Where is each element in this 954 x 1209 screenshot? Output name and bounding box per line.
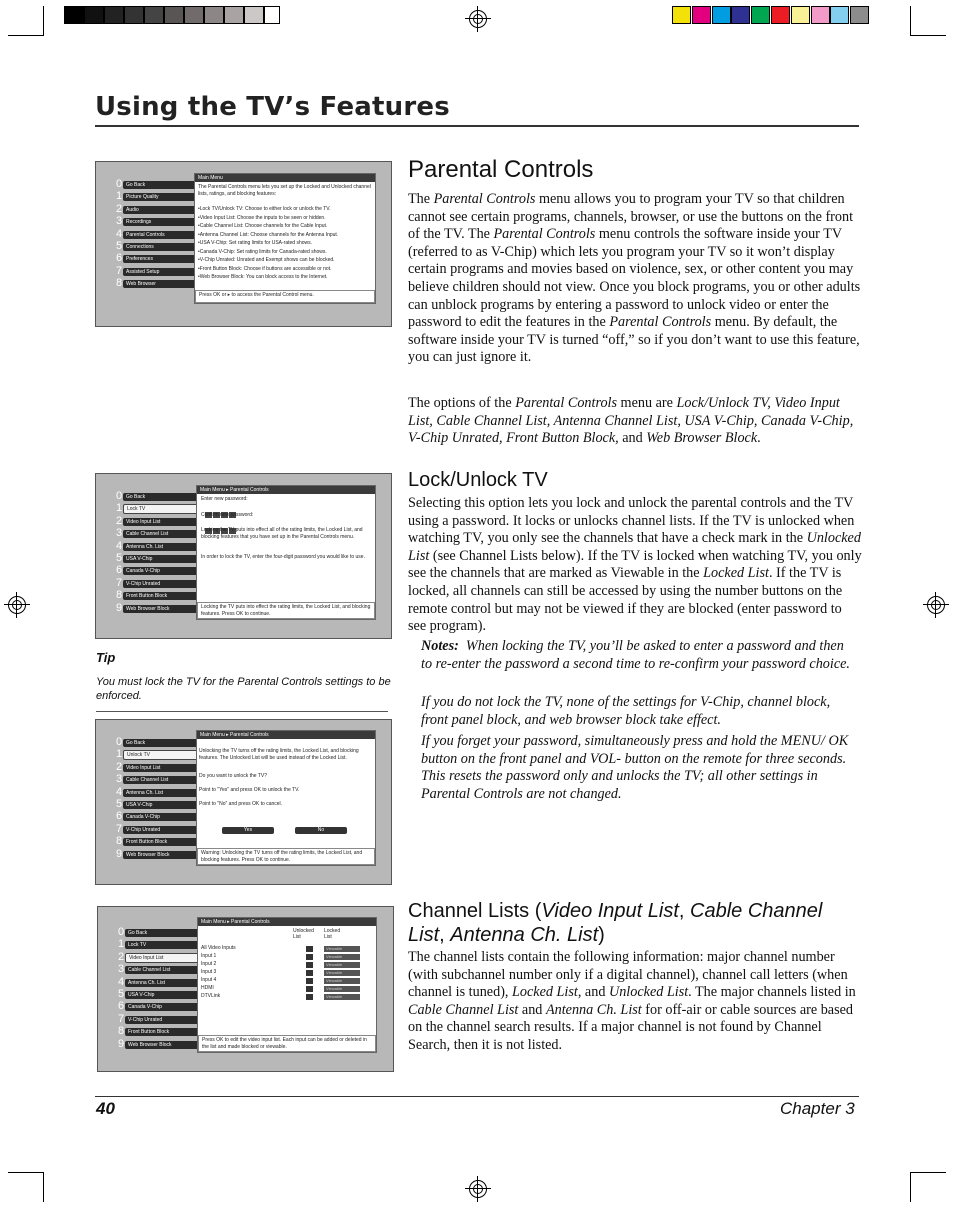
menu-item-label: Antenna Ch. List [123, 543, 202, 551]
lock-unlock-heading: Lock/Unlock TV [408, 469, 548, 491]
menu-list [114, 738, 202, 862]
menu-item-number: 6 [115, 564, 123, 577]
no-button[interactable]: No [295, 827, 347, 834]
menu-item-number: 5 [115, 551, 123, 564]
menu-item-number: 9 [115, 847, 123, 860]
menu-item[interactable] [116, 940, 204, 951]
menu-item-number: 4 [115, 785, 123, 798]
menu-item[interactable] [114, 539, 202, 553]
menu-item-label: Antenna Ch. List [123, 789, 202, 797]
panel-footer: Press OK or ▸ to access the Parental Control menu. [195, 290, 375, 303]
panel-bullets [198, 205, 376, 282]
menu-item-label: V-Chip Unrated [123, 826, 202, 834]
bullet-item: •Front Button Block: Choose if buttons are accessible or not. [198, 265, 332, 272]
menu-item[interactable] [114, 812, 202, 823]
input-row-label: All Video Inputs [201, 945, 236, 951]
menu-item-label: Go Back [123, 493, 202, 501]
column-unlocked-label: Unlocked List [293, 928, 314, 940]
menu-item[interactable] [114, 227, 202, 241]
menu-item-number: 3 [115, 527, 123, 540]
menu-item-number: 7 [117, 1012, 125, 1025]
menu-item-label: Video Input List [123, 518, 202, 526]
enter-password-label: Enter new password: [201, 496, 248, 502]
menu-item-number: 8 [115, 835, 123, 848]
bullet-item: •Web Browser Block: You can block access to the Internet. [198, 274, 328, 280]
menu-item[interactable] [114, 797, 202, 811]
menu-item-number: 6 [115, 252, 123, 265]
menu-item-label: Lock TV [123, 504, 202, 514]
menu-item[interactable] [116, 975, 204, 989]
unlocked-checkbox[interactable] [306, 954, 313, 960]
bullet-item: •Canada V-Chip: Set rating limits for Canada-rated shows. [198, 248, 327, 255]
menu-item-number: 7 [115, 576, 123, 589]
menu-item-label: Web Browser [123, 280, 202, 288]
input-row-label: Input 1 [201, 953, 217, 959]
menu-item-number: 5 [117, 987, 125, 1000]
menu-item-label: Video Input List [123, 764, 202, 772]
tip-label: Tip [96, 650, 116, 665]
panel-text-2: In order to lock the TV, enter the four-digit password you would like to use. [201, 554, 365, 560]
menu-item-number: 2 [115, 202, 123, 215]
menu-item[interactable] [116, 987, 204, 1001]
menu-item-number: 0 [115, 736, 123, 748]
menu-item-label: Antenna Ch. List [125, 979, 204, 987]
menu-item[interactable] [114, 529, 202, 540]
viewable-toggle[interactable]: Viewable [324, 970, 360, 976]
color-swatch [791, 6, 810, 24]
menu-item[interactable] [116, 1012, 204, 1026]
menu-item-number: 8 [117, 1025, 125, 1038]
unlocked-checkbox[interactable] [306, 946, 313, 952]
menu-item-number: 2 [117, 950, 125, 963]
menu-item[interactable] [114, 551, 202, 565]
menu-item[interactable] [114, 822, 202, 836]
registration-mark-bottom [469, 1180, 487, 1198]
menu-item-label: Canada V-Chip [123, 567, 202, 575]
menu-item-number: 9 [115, 601, 123, 614]
unlocked-checkbox[interactable] [306, 962, 313, 968]
note-1: Notes: When locking the TV, you’ll be asked to enter a password and then to re-enter the password a second time to re-confirm your password choice. [421, 638, 850, 672]
parental-controls-options: The options of the Parental Controls menu are Lock/Unlock TV, Video Input List, Cable Channel List, Antenna Channel List, USA V-Chip, Canada V-Chip, V-Chip Unrated, Front Button Block, and Web Browser Block. [408, 395, 854, 447]
menu-item-label: Go Back [123, 181, 202, 189]
menu-item-label: Web Browser Block [123, 605, 202, 613]
bullet-item: •V-Chip Unrated: Unrated and Exempt shows can be blocked. [198, 257, 335, 263]
menu-item[interactable] [114, 847, 202, 861]
color-swatch [850, 6, 869, 24]
confirm-password-label: Confirm new password: [201, 512, 254, 518]
viewable-toggle[interactable]: Viewable [324, 962, 360, 968]
viewable-toggle[interactable]: Viewable [324, 986, 360, 992]
panel-footer: Warning: Unlocking the TV turns off the rating limits, the Locked List, and blocking features. Press OK to continue. [197, 848, 375, 865]
menu-item-number: 2 [115, 514, 123, 527]
menu-item-label: USA V-Chip [123, 555, 202, 563]
menu-item-number: 1 [115, 748, 123, 761]
menu-item-label: Lock TV [125, 941, 204, 949]
menu-item-label: USA V-Chip [125, 991, 204, 999]
menu-item-number: 9 [117, 1037, 125, 1050]
unlocked-checkbox[interactable] [306, 978, 313, 984]
menu-item[interactable] [116, 1002, 204, 1013]
menu-item[interactable] [114, 785, 202, 799]
channel-lists-body: The channel lists contain the following information: major channel number (with subchannel number only if a digital channel), channel call letters (when channel is tuned), Locked List, and Unlocked List. The major channels listed in Cable Channel List and Antenna Ch. List for off-air or cable sources are based on the channel search results. If a major channel is not found by Channel Search, then it is not listed. [408, 949, 856, 1053]
menu-item[interactable] [114, 566, 202, 577]
menu-item-label: Front Button Block [123, 838, 202, 846]
menu-item[interactable] [114, 750, 202, 761]
menu-item-label: Audio [123, 206, 202, 214]
menu-item-label: Front Button Block [125, 1028, 204, 1036]
lock-unlock-body: Selecting this option lets you lock and unlock the parental controls and the TV using a password. It locks or unlocks channel lists. If the TV is unlocked when watching TV, you only see the channels that have a check mark in the Unlocked List (see Channel Lists below). If the TV is locked when watching TV, you only see the channels that are marked as Viewable in the Locked List. If the TV is locked, all channels can still be accessed by using the number buttons on the remote control but may not be viewed if they are blocked (enter password to see program). [408, 495, 862, 635]
menu-item[interactable] [114, 775, 202, 786]
menu-item-label: Cable Channel List [123, 776, 202, 784]
page-number: 40 [96, 1099, 115, 1118]
color-swatch [811, 6, 830, 24]
menu-item-label: Connections [123, 243, 202, 251]
color-swatch [830, 6, 849, 24]
input-row-label: DTVLink [201, 993, 221, 999]
menu-item-label: Preferences [123, 255, 202, 263]
menu-item-number: 6 [117, 1000, 125, 1013]
menu-item-number: 0 [115, 490, 123, 502]
menu-item-label: Parental Controls [123, 231, 202, 239]
parental-controls-heading: Parental Controls [408, 156, 594, 183]
panel-text-1: Unlocking the TV turns off the rating limits, the Locked List, and blocking features. The Unlocked List will be used instead of the Locked List. [199, 748, 359, 762]
input-row-label: Input 4 [201, 977, 217, 983]
menu-item[interactable] [114, 192, 202, 203]
panel-title: Main Menu ▸ Parental Controls [197, 731, 375, 739]
menu-item[interactable] [116, 1037, 204, 1051]
menu-item-number: 1 [115, 190, 123, 203]
menu-item-number: 0 [115, 178, 123, 190]
menu-item[interactable] [114, 837, 202, 848]
menu-item-label: V-Chip Unrated [125, 1016, 204, 1024]
menu-item-number: 5 [115, 797, 123, 810]
menu-item[interactable] [114, 601, 202, 615]
menu-item-number: 1 [117, 938, 125, 951]
viewable-toggle[interactable]: Viewable [324, 954, 360, 960]
menu-item[interactable] [114, 576, 202, 590]
menu-item[interactable] [114, 514, 202, 528]
input-row-label: HDMI [201, 985, 214, 991]
screenshot-video-input-list [97, 906, 394, 1072]
header-rule [95, 125, 859, 127]
menu-item-label: Picture Quality [123, 193, 202, 201]
unlocked-checkbox[interactable] [306, 970, 313, 976]
menu-item-label: Web Browser Block [123, 851, 202, 859]
viewable-toggle[interactable]: Viewable [324, 994, 360, 1000]
menu-list [114, 492, 202, 616]
menu-item[interactable] [114, 504, 202, 515]
menu-item-label: Assisted Setup [123, 268, 202, 276]
viewable-toggle[interactable]: Viewable [324, 946, 360, 952]
menu-item-label: Web Browser Block [125, 1041, 204, 1049]
color-swatch [771, 6, 790, 24]
parental-controls-intro: The Parental Controls menu allows you to program your TV so that children cannot see certain programs, channels, browser, or use the buttons on the front of the TV. The Parental Controls menu controls the software inside your TV (referred to as V-Chip) which lets you program your TV so it won’t display certain programs and movies based on violence, sex, or other content you may believe children should not view. Once you block programs, you or other adults can unblock programs by entering a password to unlock video or enter the password to edit the features in the Parental Controls menu. By default, the software inside your TV is turned “off,” so if you don’t want to use this feature, you can just ignore it. [408, 191, 861, 366]
menu-item-number: 3 [117, 963, 125, 976]
menu-item[interactable] [114, 591, 202, 602]
yes-button[interactable]: Yes [222, 827, 274, 834]
bullet-item: •Lock TV/Unlock TV: Choose to either lock or unlock the TV. [198, 206, 331, 212]
color-swatch [692, 6, 711, 24]
menu-item[interactable] [114, 760, 202, 774]
menu-item[interactable] [114, 217, 202, 228]
menu-item-label: Canada V-Chip [125, 1003, 204, 1011]
panel-text-4: Point to "No" and press OK to cancel. [199, 801, 283, 807]
menu-item-label: Canada V-Chip [123, 813, 202, 821]
viewable-toggle[interactable]: Viewable [324, 978, 360, 984]
menu-item[interactable] [114, 264, 202, 278]
input-row-label: Input 3 [201, 969, 217, 975]
info-panel [197, 917, 377, 1053]
panel-text-1: Locking the TV puts into effect all of the rating limits, the Locked List, and blocking features that you have set up in the Parental Controls menu. [201, 527, 363, 541]
menu-item[interactable] [114, 492, 202, 503]
menu-item-label: V-Chip Unrated [123, 580, 202, 588]
panel-footer: Locking the TV puts into effect the rating limits, the Locked List, and blocking features. Press OK to continue. [197, 602, 375, 619]
menu-item-number: 0 [117, 926, 125, 938]
tip-rule [96, 711, 388, 712]
menu-item-label: Go Back [123, 739, 202, 747]
color-swatch [751, 6, 770, 24]
menu-item[interactable] [114, 239, 202, 253]
menu-item[interactable] [114, 279, 202, 290]
menu-item-number: 7 [115, 264, 123, 277]
panel-title: Main Menu ▸ Parental Controls [197, 486, 375, 494]
color-swatch [712, 6, 731, 24]
menu-item-number: 4 [115, 227, 123, 240]
screenshot-lock-tv [95, 473, 392, 639]
menu-item-label: Cable Channel List [123, 530, 202, 538]
info-panel [194, 173, 376, 304]
menu-item-number: 2 [115, 760, 123, 773]
registration-mark-right [927, 596, 945, 614]
menu-item-label: USA V-Chip [123, 801, 202, 809]
menu-item-number: 7 [115, 822, 123, 835]
bullet-item: •Cable Channel List: Choose channels for the Cable Input. [198, 223, 328, 229]
column-locked-label: Locked List [324, 928, 341, 940]
color-swatch [672, 6, 691, 24]
registration-mark-left [8, 596, 26, 614]
menu-item-number: 8 [115, 589, 123, 602]
note-3: If you forget your password, simultaneously press and hold the MENU/ OK button on the front panel and VOL- button on the remote for three seconds. This resets the password only and unlocks the TV; all other settings in Parental Controls are not changed. [421, 733, 849, 802]
bullet-item: •USA V-Chip: Set rating limits for USA-rated shows. [198, 240, 313, 246]
menu-item-label: Front Button Block [123, 592, 202, 600]
menu-item-number: 3 [115, 215, 123, 228]
bullet-item: •Antenna Channel List: Choose channels for the Antenna Input. [198, 231, 339, 238]
screenshot-main-menu [95, 161, 392, 327]
screenshot-unlock-tv [95, 719, 392, 885]
page-header-title: Using the TV’s Features [95, 92, 450, 122]
menu-item[interactable] [114, 254, 202, 265]
menu-list [114, 180, 202, 292]
color-swatch [731, 6, 750, 24]
menu-item-number: 8 [115, 277, 123, 290]
panel-title: Main Menu ▸ Parental Controls [198, 918, 376, 926]
info-panel [196, 485, 376, 620]
menu-item-label: Cable Channel List [125, 966, 204, 974]
menu-item-label: Go Back [125, 929, 204, 937]
footer-rule [95, 1096, 859, 1097]
menu-item[interactable] [116, 1027, 204, 1038]
panel-intro: The Parental Controls menu lets you set up the Locked and Unlocked channel lists, ratings, and blocking features: [198, 184, 371, 198]
menu-item-number: 4 [117, 975, 125, 988]
unlocked-checkbox[interactable] [306, 994, 313, 1000]
unlocked-checkbox[interactable] [306, 986, 313, 992]
menu-item-number: 1 [115, 502, 123, 515]
input-row-label: Input 2 [201, 961, 217, 967]
menu-item-label: Video Input List [125, 953, 204, 963]
tip-text: You must lock the TV for the Parental Controls settings to be enforced. [96, 676, 391, 702]
menu-item[interactable] [116, 928, 204, 939]
menu-item-number: 3 [115, 773, 123, 786]
chapter-label: Chapter 3 [780, 1099, 855, 1118]
info-panel [196, 730, 376, 866]
panel-footer: Press OK to edit the video input list. Each input can be added or deleted in the list and made blocked or viewable. [198, 1035, 376, 1052]
menu-item[interactable] [114, 180, 202, 191]
registration-mark-top [469, 10, 487, 28]
panel-title: Main Menu [195, 174, 375, 182]
menu-item[interactable] [116, 965, 204, 976]
channel-lists-heading: Channel Lists (Video Input List, Cable Channel List, Antenna Ch. List) [408, 900, 823, 946]
note-2: If you do not lock the TV, none of the settings for V-Chip, channel block, front panel block, and web browser block take effect. [421, 694, 831, 728]
menu-item[interactable] [114, 202, 202, 216]
bullet-item: •Video Input List: Choose the inputs to be seen or hidden. [198, 214, 326, 221]
menu-item[interactable] [116, 950, 204, 964]
menu-item-label: Unlock TV [123, 750, 202, 760]
menu-item-number: 6 [115, 810, 123, 823]
panel-text-3: Point to "Yes" and press OK to unlock the TV. [199, 787, 300, 793]
menu-item-label: Recordings [123, 218, 202, 226]
menu-item-number: 4 [115, 539, 123, 552]
menu-list [116, 928, 204, 1052]
menu-item-number: 5 [115, 239, 123, 252]
panel-text-2: Do you want to unlock the TV? [199, 773, 268, 779]
menu-item[interactable] [114, 738, 202, 749]
